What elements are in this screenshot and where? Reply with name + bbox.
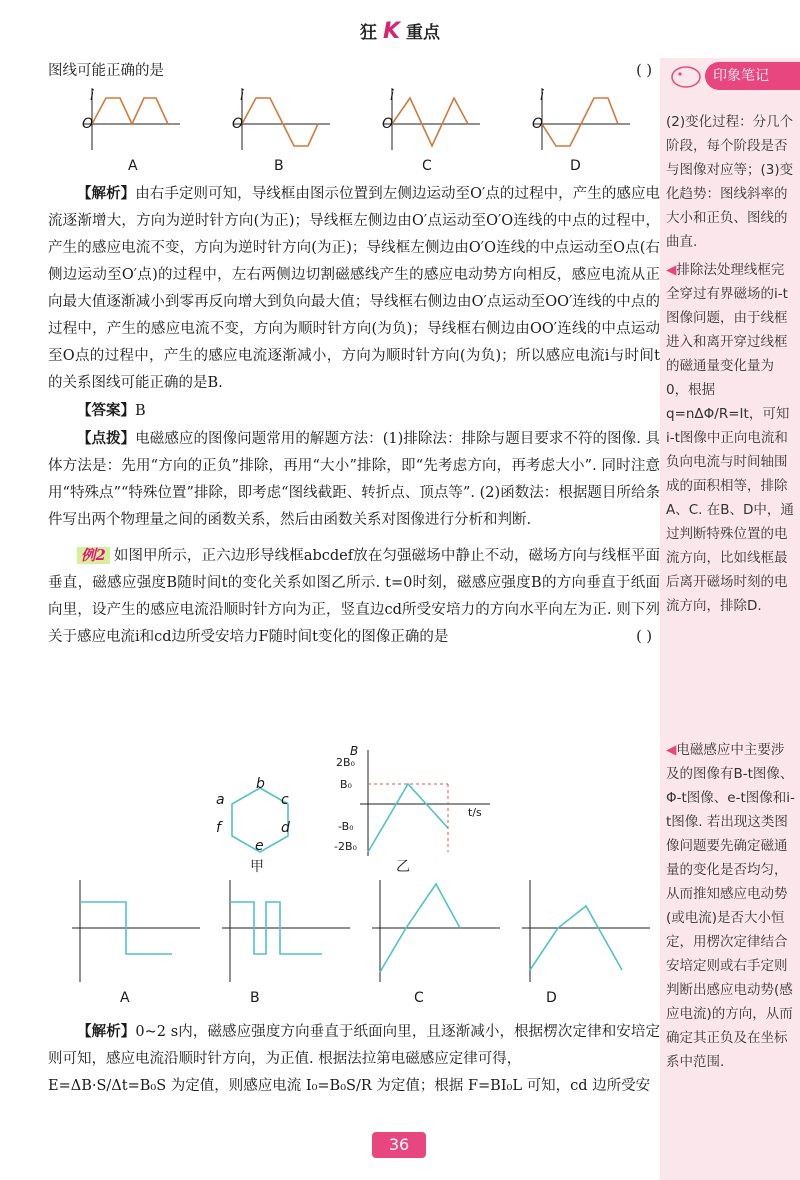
tick-label: B₀ xyxy=(340,778,352,791)
axis-origin: O xyxy=(82,116,94,132)
ex2-solution xyxy=(48,1018,660,1100)
q1-analysis: 【解析】由右手定则可知，导线框由图示位置到左侧边运动至O′点的过程中，产生的感应电流逐渐增大，方向为逆时针方向(为正)；导线框左侧边由O′点运动至O′O连线的中点的过程中，产生的感应电流不变，方向为逆时针方向(为正)；导线框左侧边由O′O连线的中点运动至O点(右侧边运动至O′点)的过程中，左右两侧边切割磁感线产生的感应电动势方向相反，感应电流从正向最大值逐渐减小到零再反向增大到负向最大值；导线框右侧边由O′点运动至OO′连线的中点的过程中，产生的感应电流不变，方向为顺时针方向(为负)；导线框右侧边由OO′连线的中点运动至O点的过程中，产生的感应电流逐渐减小，方向为顺时针方向(为负)；所以感应电流i与时间t的关系图线可能正确的是B. xyxy=(48,185,661,391)
triangle-icon: ◀ xyxy=(666,742,677,758)
graph-c xyxy=(384,88,480,150)
graph-a xyxy=(72,880,200,982)
option-label: B xyxy=(250,990,260,1006)
triangle-icon: ◀ xyxy=(666,262,677,278)
running-header xyxy=(0,18,800,44)
header-text: 狂 xyxy=(360,23,378,43)
option-label: A xyxy=(120,990,130,1006)
axis-label: i xyxy=(240,88,244,104)
axis-origin: O xyxy=(232,116,244,132)
main-column xyxy=(48,58,660,85)
option-label: D xyxy=(570,158,581,174)
graph-c xyxy=(372,880,500,982)
q1-tip: 【点拨】电磁感应的图像问题常用的解题方法：(1)排除法：排除与题目要求不符的图像. 具体方法是：先用“方向的正负”排除，再用“大小”排除，即“先考虑方向，再考虑大小”. 同时注意用“特殊点”“特殊位置”排除，即考虑“图线截距、转折点、顶点等”. (2)函数法：根据题目所给条件写出两个物理量之间的函数关系，然后由函数关系对图像进行分析和判断. xyxy=(48,430,660,528)
option-label: D xyxy=(546,990,557,1006)
answer-bracket: ( ) xyxy=(636,63,652,79)
tick-label: -B₀ xyxy=(338,820,354,833)
hex-vertex-label: d xyxy=(281,820,290,836)
hex-vertex-label: e xyxy=(255,838,264,854)
q1-stem: 图线可能正确的是 ( ) xyxy=(48,58,660,85)
axis-label: B xyxy=(350,744,359,758)
graph-d xyxy=(534,88,630,150)
hex-vertex-label: b xyxy=(256,776,265,792)
axis-label: i xyxy=(540,88,544,104)
hex-vertex-label: f xyxy=(216,820,221,836)
hex-vertex-label: a xyxy=(216,792,225,808)
header-text-right: 重点 xyxy=(405,23,440,43)
option-label: A xyxy=(128,158,138,174)
axis-label: i xyxy=(90,88,94,104)
ex2-formula: E=ΔB·S/Δt=B₀S 为定值，则感应电流 I₀=B₀S/R 为定值；根据 F=BI₀L 可知，cd 边所受安 xyxy=(48,1078,651,1094)
graph-a xyxy=(84,88,180,150)
header-k-logo: K xyxy=(382,19,401,44)
axis-label: t/s xyxy=(468,806,482,819)
q1-option-graphs xyxy=(70,84,630,154)
tick-label: 2B₀ xyxy=(336,756,355,769)
elephant-icon xyxy=(668,62,704,90)
example-badge: 例2 xyxy=(77,547,110,564)
figure-caption: 甲 xyxy=(250,859,264,875)
graph-b xyxy=(234,88,330,150)
b-t-graph xyxy=(340,748,500,858)
ex2-option-graphs xyxy=(60,876,660,986)
answer-bracket: ( ) xyxy=(636,629,652,645)
tick-label: -2B₀ xyxy=(334,840,357,853)
axis-origin: O xyxy=(532,116,544,132)
sidebar-note: (2)变化过程：分几个阶段，每个阶段是否与图像对应等；(3)变化趋势：图线斜率的大小和正负、图线的曲直. xyxy=(666,114,794,250)
ex2-analysis: 【解析】0~2 s内，磁感应强度方向垂直于纸面向里，且逐渐减小，根据楞次定律和安培定则可知，感应电流沿顺时针方向，为正值. 根据法拉第电磁感应定律可得， xyxy=(48,1023,660,1067)
axis-label: i xyxy=(390,88,394,104)
sidebar-note: ◀电磁感应中主要涉及的图像有B-t图像、Φ-t图像、e-t图像和i-t图像. 若出现这类图像问题要先确定磁通量的变化是否均匀，从而推知感应电动势(或电流)是否大小恒定，用楞次定律结合安培定则或右手定则判断出感应电动势(感应电流)的方向，从而确定其正负及在坐标系中范围. xyxy=(666,742,795,1070)
graph-d xyxy=(522,880,650,982)
option-label: C xyxy=(422,158,432,174)
figure-caption: 乙 xyxy=(396,859,410,875)
q1-solution xyxy=(48,180,660,651)
ex2-stem: 例2 如图甲所示，正六边形导线框abcdef放在匀强磁场中静止不动，磁场方向与线框平面垂直，磁感应强度B随时间t的变化关系如图乙所示. t=0时刻，磁感应强度B的方向垂直于纸面向里，设产生的感应电流沿顺时针方向为正，竖直边cd所受安培力的方向水平向左为正. 则下列关于感应电流i和cd边所受安培力F随时间t变化的图像正确的是 ( ) xyxy=(48,542,660,651)
sidebar-title: 印象笔记 xyxy=(705,62,800,90)
sidebar-note: ◀排除法处理线框完全穿过有界磁场的i-t图像问题，由于线框进入和离开穿过线框的磁通量变化量为0，根据q=nΔΦ/R=It，可知i-t图像中正向电流和负向电流与时间轴围成的面积相等，排除A、C. 在B、D中，通过判断特殊位置的电流方向，比如线框最后离开磁场时刻的电流方向，排除D. xyxy=(666,262,794,614)
axis-origin: O xyxy=(382,116,394,132)
hex-vertex-label: c xyxy=(281,792,289,808)
page-number: 36 xyxy=(372,1132,426,1158)
option-label: B xyxy=(274,158,284,174)
graph-b xyxy=(222,880,350,982)
option-label: C xyxy=(414,990,424,1006)
q1-answer: 【答案】B xyxy=(77,402,146,419)
